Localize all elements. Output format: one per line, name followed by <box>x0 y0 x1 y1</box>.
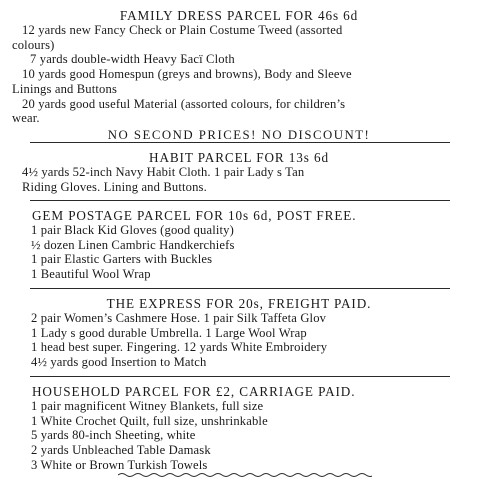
divider-1 <box>30 142 450 143</box>
household-section <box>0 384 478 473</box>
gem-line-2: ½ dozen Linen Cambric Handkerchiefs <box>31 237 235 252</box>
express-line-2: 1 Lady s good durable Umbrella. 1 Large Wool Wrap <box>31 325 307 340</box>
family-dress-section <box>0 8 478 143</box>
family-dress-line-6: 20 yards good useful Material (assorted colours, for children’s <box>22 96 346 111</box>
express-line-3: 1 head best super. Fingering. 12 yards White Embroidery <box>31 340 328 355</box>
household-title: HOUSEHOLD PARCEL FOR £2, CARRIAGE PAID. <box>32 384 356 399</box>
family-dress-line-3: 7 yards double-width Heavy Басї Cloth <box>30 52 235 67</box>
household-line-2: 1 White Crochet Quilt, full size, unshrinkable <box>31 413 268 428</box>
household-line-1: 1 pair magnificent Witney Blankets, full size <box>31 399 264 413</box>
household-line-4: 2 yards Unbleached Table Damask <box>31 443 211 458</box>
family-dress-line-4: 10 yards good Homespun (greys and browns), Body and Sleeve <box>22 67 352 82</box>
habit-line-2: Riding Gloves. Lining and Buttons. <box>22 179 207 194</box>
family-dress-line-5: Linings and Buttons <box>12 81 118 96</box>
family-dress-notice: NO SECOND PRICES! NO DISCOUNT! <box>107 127 371 142</box>
divider-3 <box>30 288 450 289</box>
family-dress-line-2: colours) <box>12 37 55 52</box>
express-title: THE EXPRESS FOR 20s, FREIGHT PAID. <box>106 296 372 311</box>
gem-line-1: 1 pair Black Kid Gloves (good quality) <box>31 223 234 237</box>
express-section <box>0 296 478 370</box>
divider-2 <box>30 200 450 201</box>
habit-title: HABIT PARCEL FOR 13s 6d <box>149 150 329 165</box>
habit-section <box>0 150 478 194</box>
gem-section <box>0 208 478 282</box>
express-line-1: 2 pair Women’s Cashmere Hose. 1 pair Silk Taffeta Glov <box>31 311 327 325</box>
habit-line-1: 4½ yards 52-inch Navy Habit Cloth. 1 pair Lady s Tan <box>22 165 305 179</box>
household-line-3: 5 yards 80-inch Sheeting, white <box>31 428 196 443</box>
gem-line-3: 1 pair Elastic Garters with Buckles <box>31 252 213 267</box>
family-dress-line-1: 12 yards new Fancy Check or Plain Costume Tweed (assorted <box>22 23 343 37</box>
family-dress-title: FAMILY DRESS PARCEL FOR 46s 6d <box>119 8 359 23</box>
gem-title: GEM POSTAGE PARCEL FOR 10s 6d, POST FREE. <box>32 208 357 223</box>
wavy-divider <box>118 472 372 478</box>
express-line-4: 4½ yards good Insertion to Match <box>31 355 207 370</box>
household-line-5: 3 White or Brown Turkish Towels <box>31 457 208 472</box>
divider-4 <box>30 376 450 377</box>
family-dress-line-7: wear. <box>12 111 40 126</box>
gem-line-4: 1 Beautiful Wool Wrap <box>31 267 151 282</box>
